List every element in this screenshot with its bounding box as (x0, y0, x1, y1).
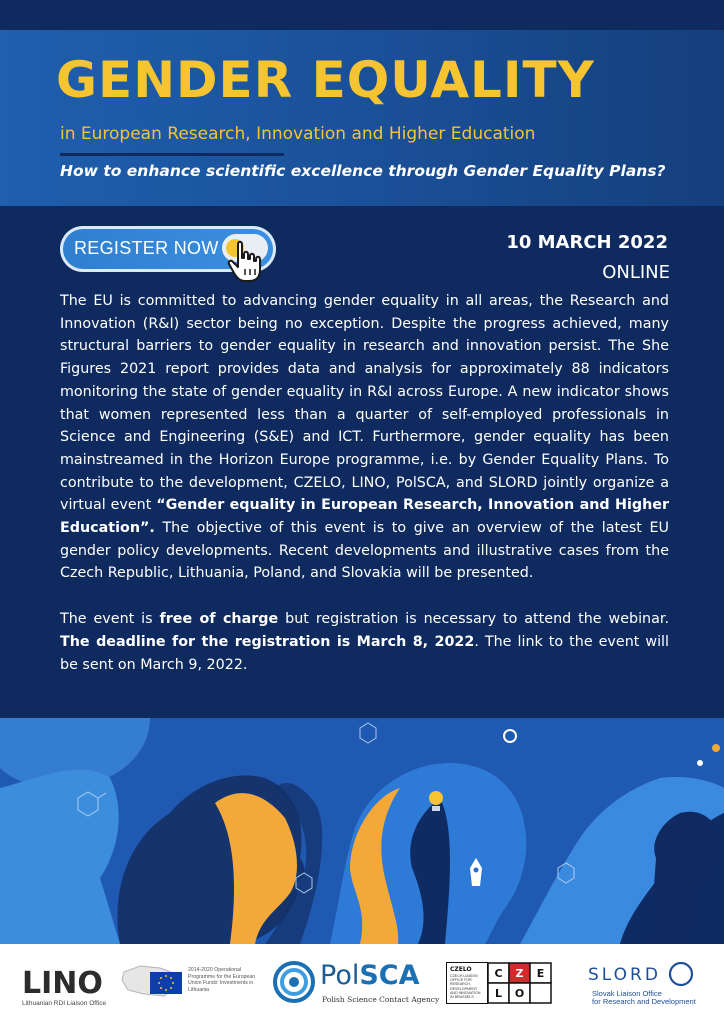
registration-text: . The link to the event will be sent on March 9, 2022. (60, 633, 669, 673)
czelo-letter-grid (488, 962, 554, 1004)
slord-subtitle-1: Slovak Liaison Office (592, 989, 662, 998)
czelo-letter-o: O (514, 987, 525, 1000)
event-name-emphasis: “Gender equality in European Research, Innovation and Higher Education”. (60, 497, 670, 537)
czelo-letter-e: E (536, 967, 545, 980)
lino-subtitle: Lithuanian RDI Liaison Office (22, 1000, 107, 1007)
czelo-title: CZELO (450, 966, 472, 973)
eu-programme-text: 2014-2020 Operational Programme for the European Union Funds' Investments in Lithuania (188, 967, 256, 993)
description-paragraph (60, 290, 669, 585)
czelo-letter-c: C (494, 967, 503, 980)
eu-flag-icon (150, 972, 182, 994)
deadline-emphasis: The deadline for the registration is March 8, 2022 (60, 633, 475, 650)
registration-text: The event is (60, 611, 160, 628)
slord-subtitle-2: for Research and Development (592, 997, 696, 1006)
polsca-sca: SCA (359, 960, 420, 991)
event-mode: ONLINE (602, 262, 670, 283)
event-date: 10 MARCH 2022 (506, 232, 668, 253)
register-now-label: REGISTER NOW (74, 238, 219, 258)
polsca-spiral-icon (272, 960, 316, 1004)
subtitle-underline (60, 153, 284, 156)
polsca-logo-text (320, 960, 420, 991)
registration-text: but registration is necessary to attend the webinar. (278, 611, 669, 628)
polsca-pol: Pol (320, 960, 360, 991)
description-text: The objective of this event is to give an overview of the latest EU gender policy developments. Recent developments and illustrative cases from the Czech Republic, Lithuania, Poland, and Slovakia will be presented. (60, 520, 669, 582)
polsca-subtitle: Polish Science Contact Agency (322, 995, 440, 1004)
slord-logo (586, 962, 696, 990)
poster-subtitle: in European Research, Innovation and Higher Education (60, 124, 536, 144)
registration-paragraph (60, 608, 669, 676)
free-of-charge-emphasis: free of charge (159, 611, 279, 628)
women-silhouettes-illustration (0, 718, 724, 944)
czelo-description: CZECH LIAISON OFFICE FOR RESEARCH, DEVELOPMENT AND INNOVATION IN BRUSSELS (450, 974, 481, 1000)
pointer-hand-icon (226, 240, 266, 284)
czelo-letter-l: L (494, 987, 503, 1000)
poster-question: How to enhance scientific excellence through Gender Equality Plans? (60, 162, 666, 180)
poster-title: GENDER EQUALITY (56, 51, 595, 109)
description-text: The EU is committed to advancing gender equality in all areas, the Research and Innovation (R&I) sector being no exception. Despite the progress achieved, many structural barriers to gender equality in research and innovation persist. The She Figures 2021 report provides data and analysis for approximately 88 indicators monitoring the state of gender equality in R&I across Europe. A new indicator shows that women represented less than a quarter of self-employed professionals in Science and Engineering (S&E) and ICT. Furthermore, gender equality has been mainstreamed in the Horizon Europe programme, i.e. by Gender Equality Plans. To contribute to the development, CZELO, LINO, PolSCA, and SLORD jointly organize a virtual event (60, 293, 669, 514)
top-strip (0, 0, 724, 30)
slord-name: SLORD (588, 965, 661, 985)
lino-logo: LINO (22, 966, 103, 1001)
event-description (60, 290, 669, 676)
czelo-letter-z: Z (515, 967, 524, 980)
